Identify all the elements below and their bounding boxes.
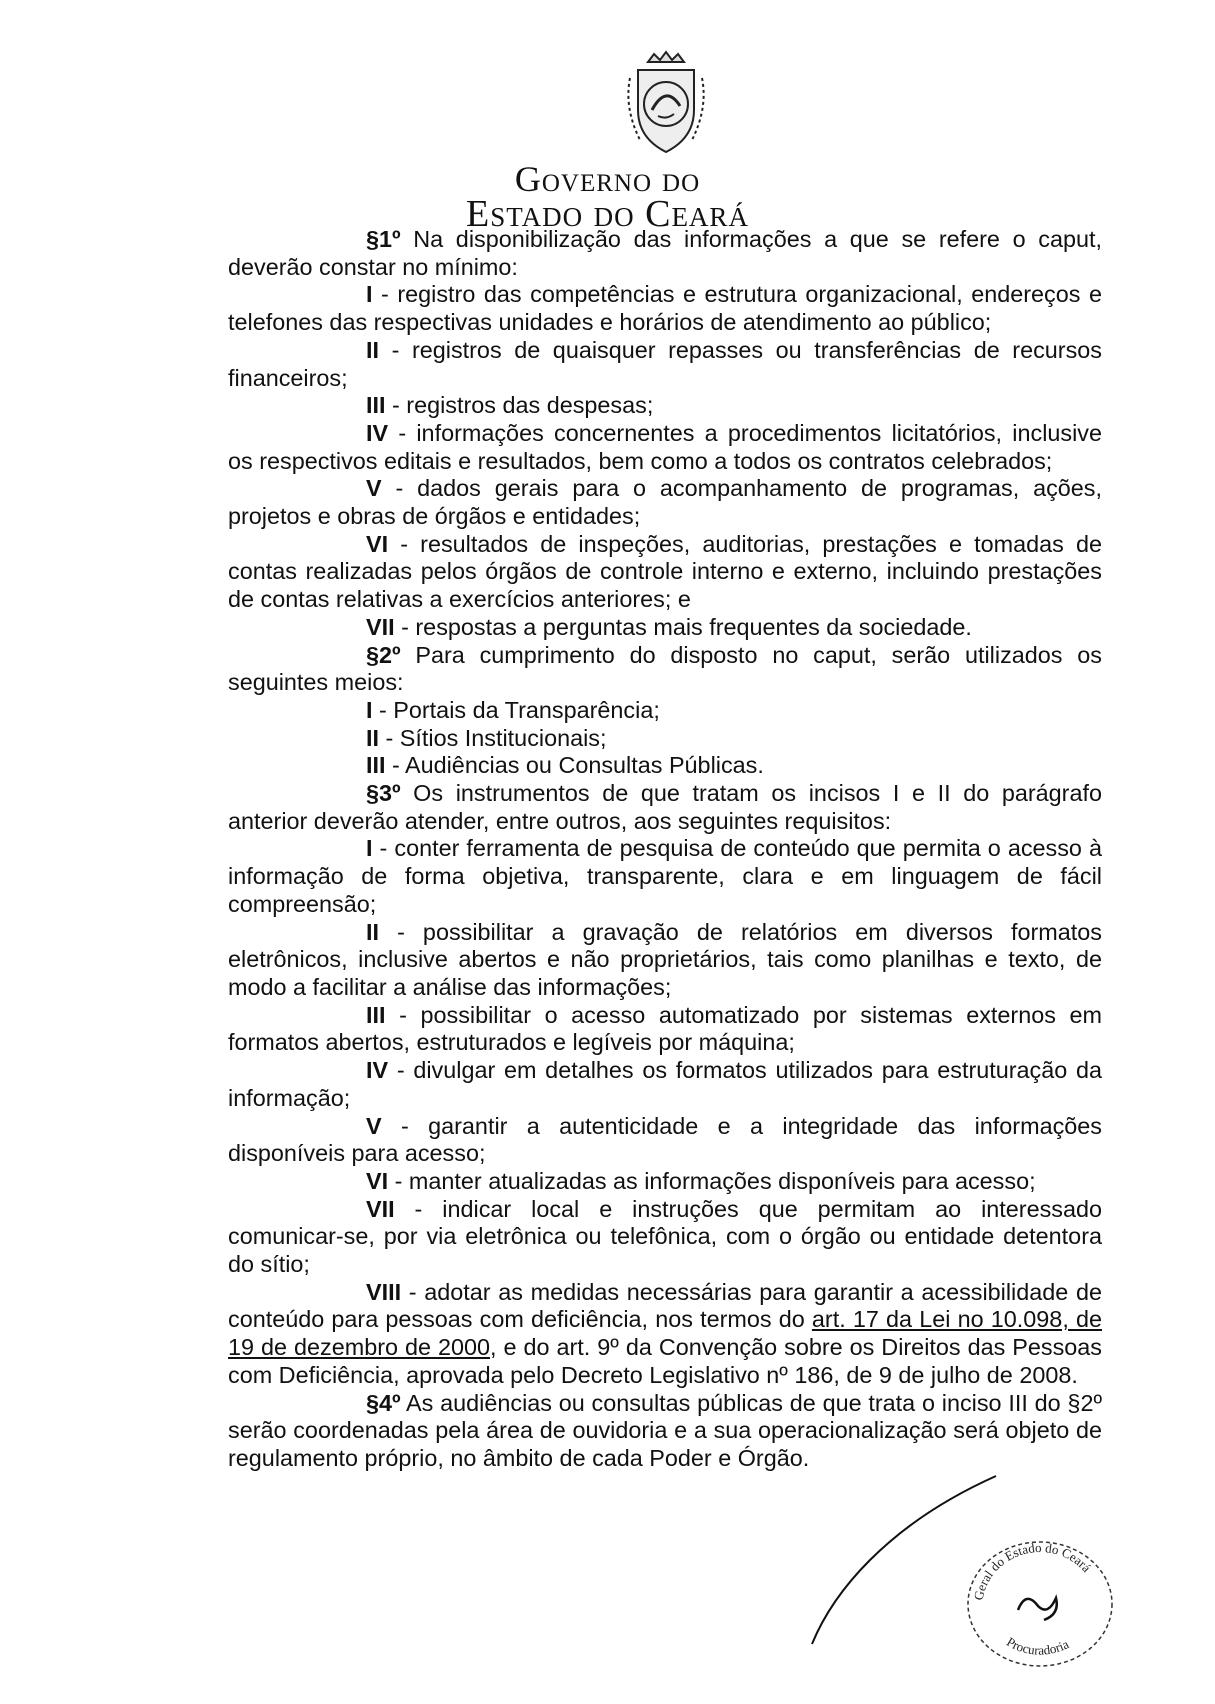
list-item <box>228 475 1102 530</box>
item-label: I <box>366 281 373 308</box>
item-text: - registros das despesas; <box>385 392 654 419</box>
item-label: I <box>366 835 373 862</box>
paragraph-text: Na disponibilização das informações a que se refere o caput, deverão constar no mínimo: <box>228 226 1102 280</box>
list-item <box>228 835 1102 918</box>
item-label: III <box>366 752 386 779</box>
item-text: - indicar local e instruções que permitam ao interessado comunicar-se, por via eletrônica ou telefônica, com o órgão ou entidade detentora do sítio; <box>228 1195 1102 1278</box>
list-item <box>228 919 1102 1002</box>
paragraph-label: §1º <box>366 226 401 252</box>
paragraph-label: §2º <box>366 641 401 668</box>
list-item <box>228 614 1102 642</box>
paragraph-label: §4º <box>366 1389 401 1416</box>
item-text: - registros de quaisquer repasses ou transferências de recursos financeiros; <box>228 336 1102 391</box>
law-reference-link[interactable]: art. 17 da Lei no 10.098, de 19 de dezembro de 2000 <box>228 1306 1102 1361</box>
item-label: VI <box>366 530 389 557</box>
state-coat-of-arms-icon <box>618 48 714 160</box>
list-item <box>228 697 1102 725</box>
item-label: II <box>366 724 379 751</box>
official-stamp <box>960 1530 1120 1670</box>
body-text <box>228 226 1102 1473</box>
item-label: V <box>366 475 382 502</box>
paragraph-3 <box>228 780 1102 835</box>
list-item <box>228 337 1102 392</box>
list-item <box>228 725 1102 753</box>
list-item <box>228 420 1102 475</box>
item-text: - Audiências ou Consultas Públicas. <box>385 752 764 779</box>
paragraph-2 <box>228 642 1102 697</box>
item-text: - dados gerais para o acompanhamento de programas, ações, projetos e obras de órgãos e entidades; <box>228 475 1102 530</box>
item-label: II <box>366 336 379 363</box>
stamp-top-text: Geral do Estado do Ceará <box>970 1539 1095 1602</box>
list-item <box>228 752 1102 780</box>
stamp-bottom-text: Procuradoria <box>1004 1633 1072 1658</box>
item-label: V <box>366 1112 382 1139</box>
item-label: VII <box>366 1195 395 1222</box>
paragraph-text: As audiências ou consultas públicas de que trata o inciso III do §2º serão coordenadas pela área de ouvidoria e a sua operacionalização será objeto de regulamento próprio, no âmbito de cada Poder e Órgão. <box>228 1389 1102 1471</box>
item-label: IV <box>366 419 389 446</box>
paragraph-text: Os instrumentos de que tratam os incisos I e II do parágrafo anterior deverão atender, entre outros, aos seguintes requisitos: <box>228 780 1102 834</box>
item-text: - informações concernentes a procedimentos licitatórios, inclusive os respectivos editais e resultados, bem como a todos os contratos celebrados; <box>228 419 1102 474</box>
list-item <box>228 1057 1102 1112</box>
item-text: - divulgar em detalhes os formatos utilizados para estruturação da informação; <box>228 1057 1102 1111</box>
header-line1: Governo do <box>514 159 701 199</box>
paragraph-text: Para cumprimento do disposto no caput, serão utilizados os seguintes meios: <box>228 641 1102 696</box>
list-item <box>228 1002 1102 1057</box>
item-label: I <box>366 696 373 723</box>
paragraph-label: §3º <box>366 780 401 807</box>
item-label: II <box>366 918 379 945</box>
item-text: - resultados de inspeções, auditorias, prestações e tomadas de contas realizadas pelos órgãos de controle interno e externo, incluindo prestações de contas relativas a exercícios anteriores; e <box>228 530 1102 613</box>
paragraph-4 <box>228 1390 1102 1473</box>
item-label: VII <box>366 613 395 640</box>
list-item <box>228 531 1102 614</box>
list-item <box>228 1279 1102 1390</box>
item-text: - adotar as medidas necessárias para garantir a acessibilidade de conteúdo para pessoas com deficiência, nos termos do <box>228 1278 1102 1333</box>
item-text: - possibilitar a gravação de relatórios em diversos formatos eletrônicos, inclusive abertos e não proprietários, tais como planilhas e texto, de modo a facilitar a análise das informações; <box>228 918 1102 1000</box>
item-text: - Portais da Transparência; <box>372 696 660 723</box>
list-item <box>228 1168 1102 1196</box>
item-text: - garantir a autenticidade e a integridade das informações disponíveis para acesso; <box>228 1112 1102 1167</box>
header-line2: Estado do Ceará <box>466 193 749 235</box>
item-text: - conter ferramenta de pesquisa de conteúdo que permita o acesso à informação de forma objetiva, transparente, clara e em linguagem de fácil compreensão; <box>228 835 1102 917</box>
list-item <box>228 1113 1102 1168</box>
item-text: - manter atualizadas as informações disponíveis para acesso; <box>388 1167 1036 1194</box>
item-label: VI <box>366 1167 389 1194</box>
item-text: - Sítios Institucionais; <box>379 724 607 751</box>
item-text: - registro das competências e estrutura organizacional, endereços e telefones das respectivas unidades e horários de atendimento ao público; <box>228 281 1102 336</box>
item-text: - possibilitar o acesso automatizado por sistemas externos em formatos abertos, estruturados e legíveis por máquina; <box>228 1001 1102 1056</box>
item-label: VIII <box>366 1278 402 1305</box>
item-label: III <box>366 1001 386 1028</box>
item-label: III <box>366 392 386 419</box>
item-label: IV <box>366 1057 389 1084</box>
list-item <box>228 281 1102 336</box>
list-item <box>228 392 1102 420</box>
paragraph-1 <box>228 226 1102 281</box>
item-text: , e do art. 9º da Convenção sobre os Direitos das Pessoas com Deficiência, aprovada pelo Decreto Legislativo nº 186, de 9 de julho de 2008. <box>228 1334 1102 1388</box>
list-item <box>228 1196 1102 1279</box>
item-text: - respostas a perguntas mais frequentes da sociedade. <box>394 613 972 640</box>
